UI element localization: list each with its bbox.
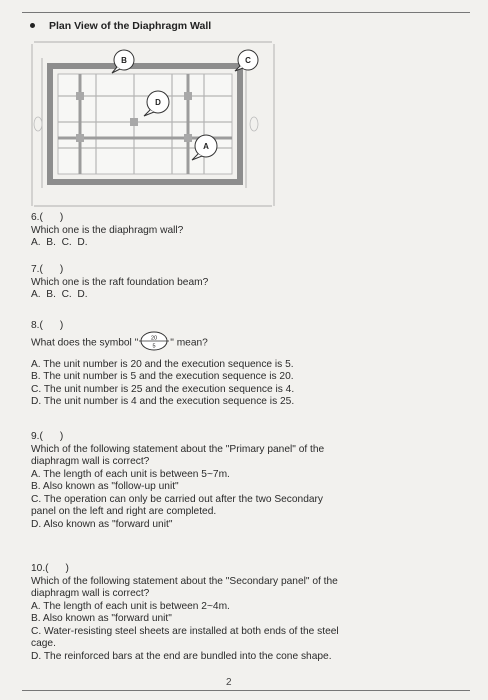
question-9-text-line-1: Which of the following statement about the "Primary panel" of the (31, 443, 325, 455)
question-7-text: Which one is the raft foundation beam? (31, 276, 209, 288)
question-9-option-b: B. Also known as "follow-up unit" (31, 481, 179, 492)
question-9-option-c-line-1: C. The operation can only be carried out after the two Secondary (31, 493, 324, 505)
question-10 (31, 563, 339, 663)
heading-text: Plan View of the Diaphragm Wall (49, 20, 212, 32)
question-8-option-b: B. The unit number is 5 and the execution sequence is 20. (31, 371, 294, 382)
question-9-text-line-2: diaphragm wall is correct? (31, 456, 150, 467)
question-8-option-d: D. The unit number is 4 and the execution sequence is 25. (31, 396, 295, 407)
question-8 (31, 320, 294, 409)
question-9-option-c-line-2: panel on the left and right are completed. (31, 506, 217, 517)
question-10-number: 10.( ) (31, 563, 69, 574)
question-6-number: 6.( ) (31, 212, 64, 223)
question-10-text-line-1: Which of the following statement about the "Secondary panel" of the (31, 575, 338, 587)
question-10-text-line-2: diaphragm wall is correct? (31, 588, 150, 599)
symbol-top-number: 20 (151, 335, 158, 341)
question-9-option-a: A. The length of each unit is between 5~7m. (31, 468, 230, 480)
callout-label-b: B (121, 56, 127, 65)
unit-symbol-icon (139, 331, 169, 351)
question-7 (31, 264, 208, 302)
callout-label-a: A (203, 142, 209, 151)
question-6-text: Which one is the diaphragm wall? (31, 224, 184, 236)
question-10-option-a: A. The length of each unit is between 2~4m. (31, 600, 230, 612)
callout-label-c: C (245, 56, 251, 65)
question-7-options: A. B. C. D. (31, 289, 88, 300)
top-rule (22, 12, 470, 13)
bottom-rule (22, 690, 470, 691)
question-10-option-c-line-1: C. Water-resisting steel sheets are installed at both ends of the steel (31, 625, 339, 637)
question-6-options: A. B. C. D. (31, 237, 88, 248)
question-6 (31, 212, 183, 250)
question-8-option-a: A. The unit number is 20 and the execution sequence is 5. (31, 358, 294, 370)
question-9 (31, 431, 324, 531)
question-8-option-c: C. The unit number is 25 and the execution sequence is 4. (31, 383, 295, 395)
question-10-option-c-line-2: cage. (31, 638, 56, 649)
symbol-bottom-number: 5 (152, 343, 156, 349)
question-8-number: 8.( ) (31, 320, 64, 331)
question-7-number: 7.( ) (31, 264, 64, 275)
question-10-option-b: B. Also known as "forward unit" (31, 613, 172, 624)
callout-label-d: D (155, 98, 161, 107)
section-heading (30, 20, 211, 32)
question-8-text (31, 333, 294, 353)
diaphragm-wall-plan-figure (28, 38, 278, 210)
bullet-dot (30, 23, 35, 28)
question-8-text-after: " mean? (170, 337, 208, 349)
question-9-option-d: D. Also known as "forward unit" (31, 518, 173, 530)
question-8-text-before: What does the symbol " (31, 337, 139, 349)
question-10-option-d: D. The reinforced bars at the end are bundled into the cone shape. (31, 650, 332, 662)
page-number: 2 (226, 677, 232, 688)
question-9-number: 9.( ) (31, 431, 64, 442)
